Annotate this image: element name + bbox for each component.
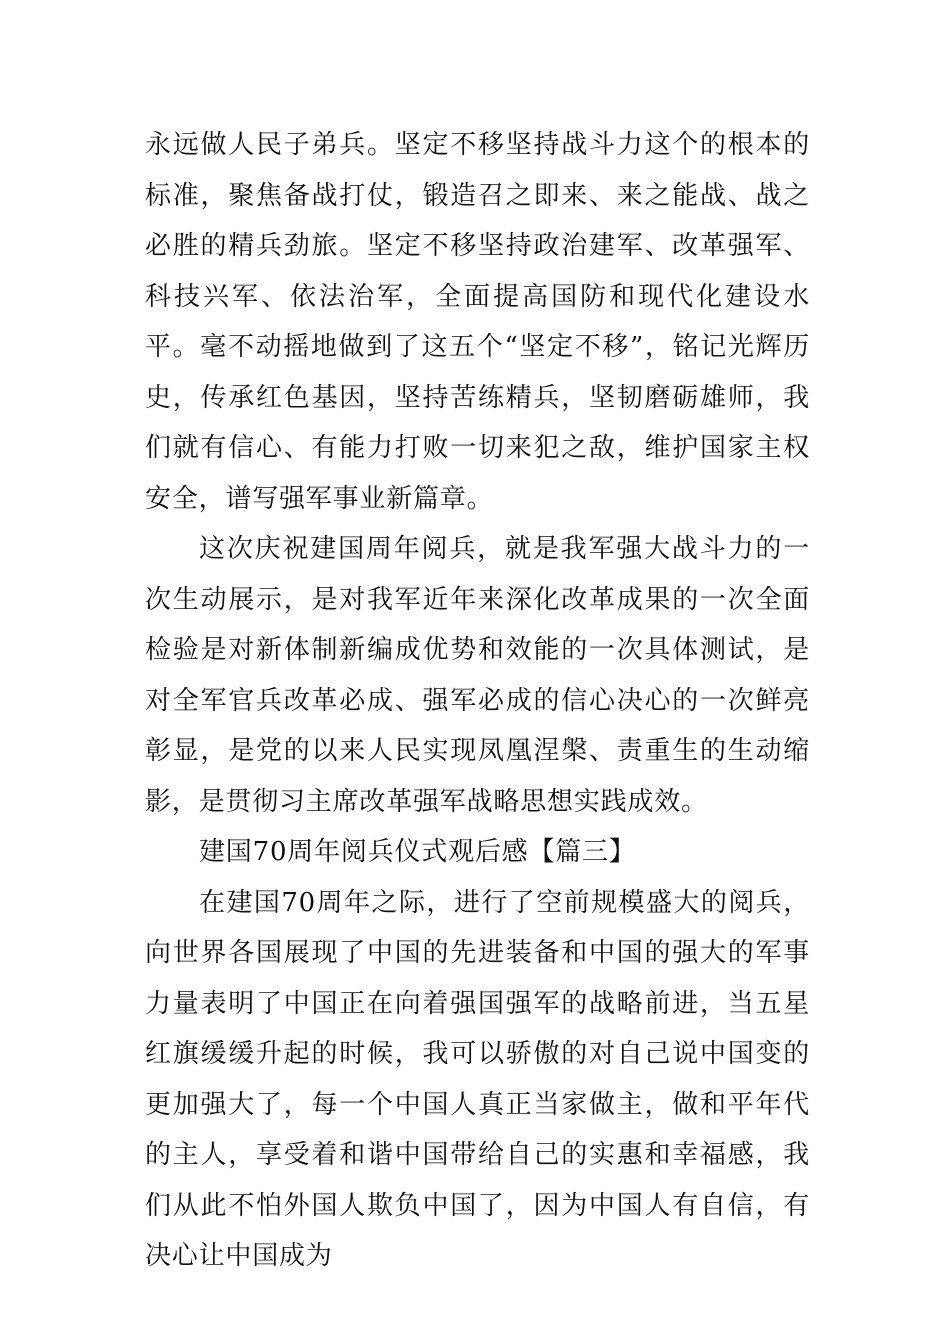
paragraph-continued: 永远做人民子弟兵。坚定不移坚持战斗力这个的根本的标准，聚焦备战打仗，锻造召之即来、来之能战、战之必胜的精兵劲旅。坚定不移坚持政治建军、改革强军、科技兴军、依法治军，全面提高国防和现代化建设水平。毫不动摇地做到了这五个“坚定不移”，铭记光辉历史，传承红色基因，坚持苦练精兵，坚韧磨砺雄师，我们就有信心、有能力打败一切来犯之敌，维护国家主权安全，谱写强军事业新篇章。 xyxy=(145,130,810,514)
paragraph-part-three: 在建国70周年之际，进行了空前规模盛大的阅兵，向世界各国展现了中国的先进装备和中国的强大的军事力量表明了中国正在向着强国强军的战略前进，当五星红旗缓缓升起的时候，我可以骄傲的对自己说中国变的更加强大了，每一个中国人真正当家做主，做和平年代的主人，享受着和谐中国带给自己的实惠和幸福感，我们从此不怕外国人欺负中国了，因为中国人有自信，有决心让中国成为 xyxy=(145,887,810,1271)
paragraph-parade-review: 这次庆祝建国周年阅兵，就是我军强大战斗力的一次生动展示，是对我军近年来深化改革成果的一次全面检验是对新体制新编成优势和效能的一次具体测试，是对全军官兵改革必成、强军必成的信心决心的一次鲜亮彰显，是党的以来人民实现凤凰涅槃、责重生的生动缩影，是贯彻习主席改革强军战略思想实践成效。 xyxy=(145,534,810,817)
document-body xyxy=(145,120,810,1282)
section-heading: 建国70周年阅兵仪式观后感【篇三】 xyxy=(199,837,636,867)
